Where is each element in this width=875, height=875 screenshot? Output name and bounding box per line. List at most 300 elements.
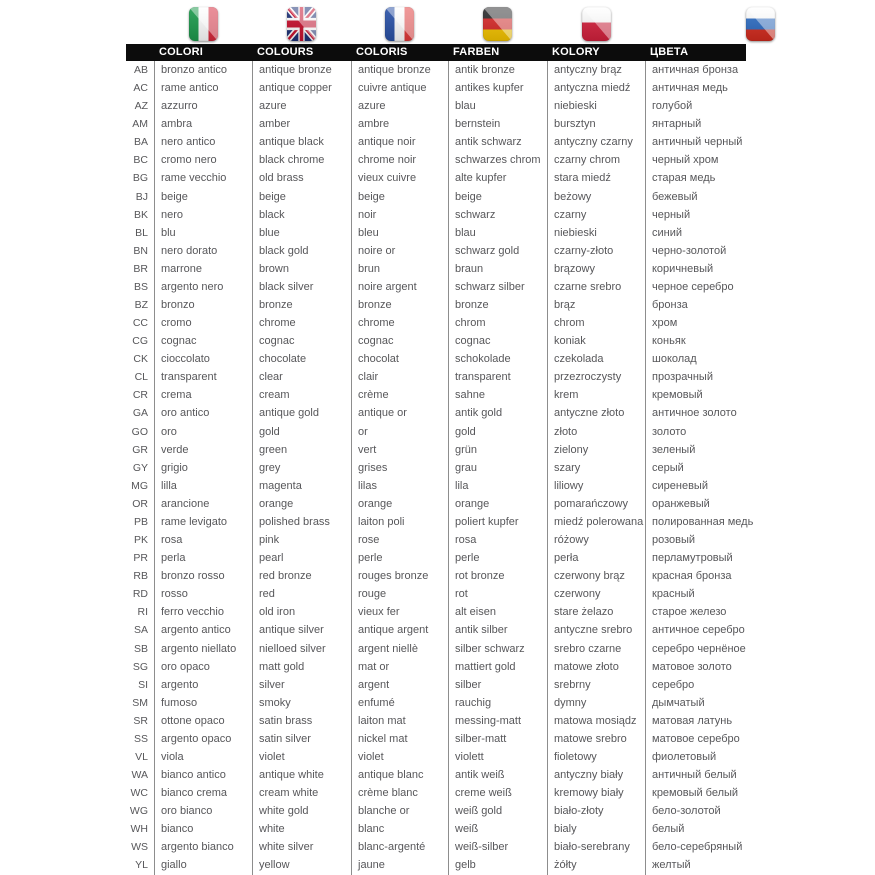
cell-french: rose (351, 531, 448, 549)
cell-french: argent niellè (351, 640, 448, 658)
cell-french: beige (351, 188, 448, 206)
cell-polish: czarny-złoto (547, 242, 645, 260)
cell-italian: nero dorato (154, 242, 252, 260)
cell-russian: синий (645, 224, 875, 242)
cell-polish: miedź polerowana (547, 513, 645, 531)
cell-english: blue (252, 224, 351, 242)
table-row (126, 350, 875, 368)
cell-french: antique or (351, 404, 448, 422)
cell-italian: bianco (154, 820, 252, 838)
table-row (126, 838, 875, 856)
cell-polish: zielony (547, 441, 645, 459)
cell-english: old brass (252, 169, 351, 187)
color-code: BZ (134, 299, 148, 312)
cell-french: chrome (351, 314, 448, 332)
cell-russian: античное серебро (645, 621, 875, 639)
cell-russian: античное золото (645, 404, 875, 422)
cell-polish: krem (547, 386, 645, 404)
cell-russian: золото (645, 423, 875, 441)
cell-italian: perla (154, 549, 252, 567)
cell-polish: różowy (547, 531, 645, 549)
cell-italian: giallo (154, 856, 252, 874)
table-row (126, 97, 875, 115)
cell-french: chrome noir (351, 151, 448, 169)
cell-french: noire argent (351, 278, 448, 296)
cell-german: antik silber (448, 621, 547, 639)
table-row (126, 585, 875, 603)
cell-english: cream (252, 386, 351, 404)
cell-french: chocolat (351, 350, 448, 368)
color-code: BA (133, 136, 148, 149)
cell-italian: argento opaco (154, 730, 252, 748)
cell-english: cognac (252, 332, 351, 350)
table-row (126, 856, 875, 874)
color-code: CG (132, 335, 148, 348)
cell-russian: античный черный (645, 133, 875, 151)
cell-french: blanc (351, 820, 448, 838)
cell-polish: liliowy (547, 477, 645, 495)
cell-polish: bursztyn (547, 115, 645, 133)
cell-french: mat or (351, 658, 448, 676)
cell-english: white gold (252, 802, 351, 820)
cell-russian: бело-золотой (645, 802, 875, 820)
cell-russian: матовое золото (645, 658, 875, 676)
color-code: SS (133, 732, 148, 745)
cell-english: silver (252, 676, 351, 694)
table-row (126, 567, 875, 585)
cell-polish: czerwony (547, 585, 645, 603)
cell-polish: matowe srebro (547, 730, 645, 748)
cell-italian: cromo (154, 314, 252, 332)
table-row (126, 603, 875, 621)
cell-polish: niebieski (547, 224, 645, 242)
cell-german: blau (448, 224, 547, 242)
cell-english: pearl (252, 549, 351, 567)
russia-flag-icon (746, 7, 775, 41)
cell-russian: желтый (645, 856, 875, 874)
color-code: SM (132, 696, 148, 709)
cell-french: grises (351, 459, 448, 477)
color-code: BR (133, 262, 148, 275)
cell-russian: черный хром (645, 151, 875, 169)
cell-german: perle (448, 549, 547, 567)
poland-flag-icon (582, 7, 611, 41)
cell-german: silber (448, 676, 547, 694)
cell-italian: ambra (154, 115, 252, 133)
cell-english: black chrome (252, 151, 351, 169)
cell-russian: матовое серебро (645, 730, 875, 748)
cell-italian: oro bianco (154, 802, 252, 820)
cell-french: antique bronze (351, 61, 448, 79)
cell-russian: кремовый белый (645, 784, 875, 802)
cell-polish: żółty (547, 856, 645, 874)
table-header-bar (126, 44, 746, 61)
cell-french: noire or (351, 242, 448, 260)
cell-russian: античная медь (645, 79, 875, 97)
cell-polish: niebieski (547, 97, 645, 115)
table-row (126, 531, 875, 549)
cell-english: black gold (252, 242, 351, 260)
color-code: GA (132, 407, 148, 420)
cell-polish: czarny chrom (547, 151, 645, 169)
cell-french: cognac (351, 332, 448, 350)
cell-french: clair (351, 368, 448, 386)
cell-german: silber-matt (448, 730, 547, 748)
color-code: BG (132, 172, 148, 185)
cell-french: bronze (351, 296, 448, 314)
cell-italian: crema (154, 386, 252, 404)
cell-french: argent (351, 676, 448, 694)
table-row (126, 115, 875, 133)
cell-polish: przezroczysty (547, 368, 645, 386)
table-row (126, 495, 875, 513)
cell-italian: bianco crema (154, 784, 252, 802)
cell-russian: матовая латунь (645, 712, 875, 730)
table-row (126, 477, 875, 495)
cell-english: nielloed silver (252, 640, 351, 658)
cell-english: white (252, 820, 351, 838)
cell-russian: бело-серебряный (645, 838, 875, 856)
header-colori: COLORI (159, 46, 203, 58)
cell-polish: matowe złoto (547, 658, 645, 676)
color-code: OR (132, 497, 148, 510)
cell-french: blanche or (351, 802, 448, 820)
cell-german: schokolade (448, 350, 547, 368)
cell-italian: argento bianco (154, 838, 252, 856)
color-code: RB (133, 570, 148, 583)
germany-flag-icon (483, 7, 512, 41)
cell-french: enfumé (351, 694, 448, 712)
color-code: AB (133, 64, 148, 76)
cell-english: antique gold (252, 404, 351, 422)
cell-french: perle (351, 549, 448, 567)
table-row (126, 784, 875, 802)
cell-english: magenta (252, 477, 351, 495)
cell-english: old iron (252, 603, 351, 621)
cell-italian: nero (154, 206, 252, 224)
cell-russian: хром (645, 314, 875, 332)
color-code: SG (132, 660, 148, 673)
table-row (126, 188, 875, 206)
table-row (126, 766, 875, 784)
cell-french: crème (351, 386, 448, 404)
cell-polish: brązowy (547, 260, 645, 278)
color-code: PB (133, 515, 148, 528)
cell-english: cream white (252, 784, 351, 802)
cell-italian: rosa (154, 531, 252, 549)
cell-russian: голубой (645, 97, 875, 115)
table-row (126, 748, 875, 766)
cell-french: orange (351, 495, 448, 513)
cell-english: satin silver (252, 730, 351, 748)
cell-german: cognac (448, 332, 547, 350)
cell-french: jaune (351, 856, 448, 874)
cell-german: creme weiß (448, 784, 547, 802)
cell-english: grey (252, 459, 351, 477)
color-code: RD (132, 588, 148, 601)
cell-polish: srebrny (547, 676, 645, 694)
cell-italian: oro (154, 423, 252, 441)
table-row (126, 441, 875, 459)
table-row (126, 694, 875, 712)
cell-english: red bronze (252, 567, 351, 585)
table-row (126, 386, 875, 404)
cell-german: bronze (448, 296, 547, 314)
cell-english: white silver (252, 838, 351, 856)
cell-german: schwarz (448, 206, 547, 224)
cell-italian: argento nero (154, 278, 252, 296)
color-code: SI (138, 678, 148, 691)
header-kolory: KOLORY (552, 46, 600, 58)
cell-polish: koniak (547, 332, 645, 350)
cell-russian: серебро чернёное (645, 640, 875, 658)
cell-italian: oro antico (154, 404, 252, 422)
cell-polish: kremowy biały (547, 784, 645, 802)
cell-french: cuivre antique (351, 79, 448, 97)
cell-italian: fumoso (154, 694, 252, 712)
cell-italian: bronzo antico (154, 61, 252, 79)
cell-english: black (252, 206, 351, 224)
cell-german: beige (448, 188, 547, 206)
cell-italian: rosso (154, 585, 252, 603)
color-code: BL (135, 226, 148, 239)
color-code: BK (133, 208, 148, 221)
cell-italian: ottone opaco (154, 712, 252, 730)
cell-polish: srebro czarne (547, 640, 645, 658)
cell-polish: fioletowy (547, 748, 645, 766)
cell-italian: cromo nero (154, 151, 252, 169)
cell-polish: stare żelazo (547, 603, 645, 621)
cell-german: chrom (448, 314, 547, 332)
cell-german: alte kupfer (448, 169, 547, 187)
color-code: CL (134, 371, 148, 384)
table-row (126, 224, 875, 242)
cell-english: brown (252, 260, 351, 278)
cell-french: bleu (351, 224, 448, 242)
cell-german: lila (448, 477, 547, 495)
cell-polish: antyczne srebro (547, 621, 645, 639)
color-code: YL (135, 859, 148, 872)
cell-french: vert (351, 441, 448, 459)
cell-polish: biało-serebrany (547, 838, 645, 856)
color-code: WA (131, 769, 148, 782)
cell-russian: дымчатый (645, 694, 875, 712)
cell-russian: белый (645, 820, 875, 838)
table-row (126, 658, 875, 676)
cell-russian: античная бронза (645, 61, 875, 79)
table-row (126, 640, 875, 658)
cell-italian: nero antico (154, 133, 252, 151)
table-row (126, 513, 875, 531)
color-code: CR (132, 389, 148, 402)
table-row (126, 206, 875, 224)
cell-polish: czekolada (547, 350, 645, 368)
cell-english: antique white (252, 766, 351, 784)
color-code: AC (133, 82, 148, 95)
cell-english: pink (252, 531, 351, 549)
color-code: SA (133, 624, 148, 637)
cell-german: weiß-silber (448, 838, 547, 856)
cell-french: blanc-argenté (351, 838, 448, 856)
cell-italian: azzurro (154, 97, 252, 115)
cell-german: silber schwarz (448, 640, 547, 658)
cell-polish: pomarańczowy (547, 495, 645, 513)
cell-french: brun (351, 260, 448, 278)
cell-russian: серебро (645, 676, 875, 694)
cell-german: weiß gold (448, 802, 547, 820)
cell-german: orange (448, 495, 547, 513)
cell-russian: полированная медь (645, 513, 875, 531)
cell-german: rosa (448, 531, 547, 549)
color-code: GY (132, 461, 148, 474)
color-code: CK (133, 353, 148, 366)
cell-german: schwarz silber (448, 278, 547, 296)
cell-polish: biało-złoty (547, 802, 645, 820)
cell-french: azure (351, 97, 448, 115)
cell-german: antikes kupfer (448, 79, 547, 97)
cell-russian: розовый (645, 531, 875, 549)
cell-italian: bronzo (154, 296, 252, 314)
cell-polish: beżowy (547, 188, 645, 206)
color-code: BS (133, 280, 148, 293)
cell-english: bronze (252, 296, 351, 314)
header-cveta: ЦВЕТА (650, 46, 689, 58)
table-row (126, 332, 875, 350)
color-translation-sheet (126, 0, 875, 875)
cell-german: schwarz gold (448, 242, 547, 260)
table-row (126, 549, 875, 567)
color-code: SR (133, 714, 148, 727)
cell-english: azure (252, 97, 351, 115)
cell-polish: czerwony brąz (547, 567, 645, 585)
table-row (126, 423, 875, 441)
cell-italian: argento niellato (154, 640, 252, 658)
cell-polish: antyczne złoto (547, 404, 645, 422)
cell-english: satin brass (252, 712, 351, 730)
cell-italian: blu (154, 224, 252, 242)
cell-italian: rame vecchio (154, 169, 252, 187)
table-row (126, 61, 875, 79)
table-row (126, 260, 875, 278)
cell-french: ambre (351, 115, 448, 133)
cell-polish: antyczny biały (547, 766, 645, 784)
cell-german: poliert kupfer (448, 513, 547, 531)
color-code: GO (131, 425, 148, 438)
cell-german: sahne (448, 386, 547, 404)
color-code: VL (135, 750, 148, 763)
cell-russian: прозрачный (645, 368, 875, 386)
cell-german: gelb (448, 856, 547, 874)
cell-english: black silver (252, 278, 351, 296)
cell-german: antik gold (448, 404, 547, 422)
cell-english: amber (252, 115, 351, 133)
cell-italian: ferro vecchio (154, 603, 252, 621)
cell-russian: черно-золотой (645, 242, 875, 260)
color-code: MG (131, 479, 148, 492)
cell-french: or (351, 423, 448, 441)
cell-german: rauchig (448, 694, 547, 712)
cell-russian: античный белый (645, 766, 875, 784)
table-row (126, 79, 875, 97)
cell-german: schwarzes chrom (448, 151, 547, 169)
cell-italian: rame levigato (154, 513, 252, 531)
color-code: RI (137, 606, 148, 619)
cell-russian: фиолетовый (645, 748, 875, 766)
cell-french: laiton poli (351, 513, 448, 531)
table-row (126, 730, 875, 748)
cell-french: antique noir (351, 133, 448, 151)
color-code: CC (132, 317, 148, 330)
cell-italian: cognac (154, 332, 252, 350)
color-code: WC (130, 787, 148, 800)
cell-polish: szary (547, 459, 645, 477)
cell-french: laiton mat (351, 712, 448, 730)
cell-italian: verde (154, 441, 252, 459)
color-code: GR (132, 443, 148, 456)
cell-russian: оранжевый (645, 495, 875, 513)
cell-italian: arancione (154, 495, 252, 513)
cell-italian: cioccolato (154, 350, 252, 368)
cell-russian: перламутровый (645, 549, 875, 567)
cell-russian: черный (645, 206, 875, 224)
cell-polish: bialy (547, 820, 645, 838)
cell-italian: lilla (154, 477, 252, 495)
cell-german: weiß (448, 820, 547, 838)
cell-polish: dymny (547, 694, 645, 712)
cell-german: messing-matt (448, 712, 547, 730)
cell-french: lilas (351, 477, 448, 495)
cell-polish: brąz (547, 296, 645, 314)
table-row (126, 278, 875, 296)
cell-english: orange (252, 495, 351, 513)
table-row (126, 133, 875, 151)
cell-russian: красный (645, 585, 875, 603)
cell-russian: зеленый (645, 441, 875, 459)
cell-german: grün (448, 441, 547, 459)
cell-russian: янтарный (645, 115, 875, 133)
color-code: PR (133, 552, 148, 565)
cell-polish: antyczny czarny (547, 133, 645, 151)
table-row (126, 404, 875, 422)
cell-french: antique blanc (351, 766, 448, 784)
cell-russian: старая медь (645, 169, 875, 187)
cell-italian: rame antico (154, 79, 252, 97)
table-row (126, 676, 875, 694)
cell-english: antique black (252, 133, 351, 151)
cell-german: rot (448, 585, 547, 603)
table-row (126, 802, 875, 820)
flags-row (126, 7, 875, 41)
cell-polish: perła (547, 549, 645, 567)
cell-english: antique bronze (252, 61, 351, 79)
cell-german: alt eisen (448, 603, 547, 621)
cell-german: blau (448, 97, 547, 115)
cell-russian: серый (645, 459, 875, 477)
cell-french: violet (351, 748, 448, 766)
cell-russian: красная бронза (645, 567, 875, 585)
color-code: WS (131, 841, 148, 854)
cell-russian: шоколад (645, 350, 875, 368)
table-row (126, 314, 875, 332)
cell-italian: beige (154, 188, 252, 206)
cell-french: vieux fer (351, 603, 448, 621)
cell-german: mattiert gold (448, 658, 547, 676)
cell-french: rouges bronze (351, 567, 448, 585)
cell-german: violett (448, 748, 547, 766)
cell-german: grau (448, 459, 547, 477)
table-row (126, 368, 875, 386)
italy-flag-icon (189, 7, 218, 41)
